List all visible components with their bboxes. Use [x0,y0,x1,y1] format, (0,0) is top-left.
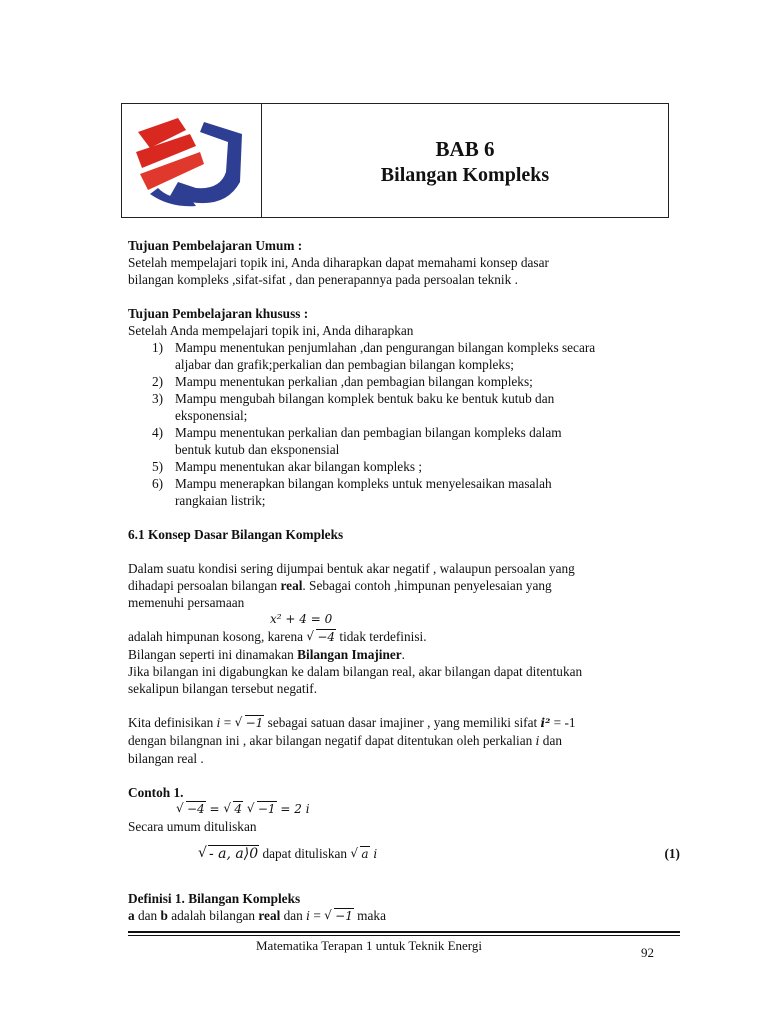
equation-x-squared: x² + 4 = 0 [270,612,333,626]
umum-heading: Tujuan Pembelajaran Umum : [128,238,303,253]
item-number: 2) [152,374,164,389]
paragraph-line: Bilangan seperti ini dinamakan Bilangan Imajiner. [128,647,405,662]
paragraph-line: dengan bilangnan ini , akar bilangan negatif dapat ditentukan oleh perkalian i dan [128,733,563,748]
institution-logo-icon [130,112,250,212]
item-text: Mampu mengubah bilangan komplek bentuk baku ke bentuk kutub dan [175,391,555,406]
khusus-heading: Tujuan Pembelajaran khususs : [128,306,309,321]
example-equation: √ −4 = √ 4 √ −1 = 2 i [128,801,678,818]
paragraph-line: sekalipun bilangan tersebut negatif. [128,681,318,696]
logo-cell [122,104,262,217]
page-content [128,237,678,925]
bold-imajiner: Bilangan Imajiner [297,647,402,662]
list-item [128,424,678,458]
paragraph-line: bilangan real . [128,751,204,766]
item-text: Mampu menentukan perkalian dan pembagian bilangan kompleks dalam [175,425,562,440]
definition-heading: Definisi 1. Bilangan Kompleks [128,891,301,906]
paragraph-line: a dan b adalah bilangan real dan i = √ −1 maka [128,907,678,925]
footer-title: Matematika Terapan 1 untuk Teknik Energi [256,938,482,953]
page-number: 92 [641,945,654,960]
item-number: 6) [152,476,164,491]
item-text: rangkaian listrik; [175,493,266,508]
item-text: Mampu menentukan perkalian ,dan pembagian bilangan kompleks; [175,374,533,389]
section-heading: 6.1 Konsep Dasar Bilangan Kompleks [128,527,344,542]
item-number: 5) [152,459,164,474]
item-number: 1) [152,340,164,355]
item-text: eksponensial; [175,408,248,423]
objective-list [128,339,678,509]
paragraph-line: memenuhi persamaan [128,595,245,610]
sqrt-neg4: √ −4 [308,629,336,646]
khusus-intro: Setelah Anda mempelajari topik ini, Anda diharapkan [128,323,414,338]
item-number: 3) [152,391,164,406]
item-text: bentuk kutub dan eksponensial [175,442,340,457]
list-item [128,475,678,509]
item-number: 4) [152,425,164,440]
example-heading: Contoh 1. [128,785,184,800]
item-text: Mampu menerapkan bilangan kompleks untuk menyelesaikan masalah [175,476,552,491]
list-item [128,390,678,424]
list-item [128,458,678,475]
list-item [128,373,678,390]
umum-line: bilangan kompleks ,sifat-sifat , dan penerapannya pada persoalan teknik . [128,272,518,287]
chapter-header-box [121,103,669,218]
bold-real: real [280,578,303,593]
paragraph-line: Dalam suatu kondisi sering dijumpai bentuk akar negatif , walaupun persoalan yang [128,561,575,576]
umum-line: Setelah mempelajari topik ini, Anda diharapkan dapat memahami konsep dasar [128,255,549,270]
paragraph-line: dihadapi persoalan bilangan real. Sebagai contoh ,himpunan penyelesaian yang [128,578,552,593]
chapter-title: Bilangan Kompleks [380,164,550,186]
general-equation: √ - a, a⟩0 dapat dituliskan √ a i (1) [128,845,678,863]
sqrt-neg1: √ −1 [237,715,265,732]
paragraph-line: Secara umum dituliskan [128,819,257,834]
item-text: aljabar dan grafik;perkalian dan pembagian bilangan kompleks; [175,357,514,372]
title-cell [262,104,668,217]
paragraph-line: Jika bilangan ini digabungkan ke dalam bilangan real, akar bilangan dapat ditentukan [128,664,583,679]
list-item [128,339,678,373]
paragraph-line: Kita definisikan i = √ −1 sebagai satuan dasar imajiner , yang memiliki sifat i² = -1 [128,714,678,732]
equation-number: (1) [664,846,680,861]
paragraph-line: adalah himpunan kosong, karena √ −4 tidak terdefinisi. [128,628,678,646]
item-text: Mampu menentukan akar bilangan kompleks ; [175,459,423,474]
item-text: Mampu menentukan penjumlahan ,dan pengurangan bilangan kompleks secara [175,340,596,355]
chapter-number: BAB 6 [435,137,495,161]
footer-rule [128,931,680,933]
footer-rule [128,935,680,936]
